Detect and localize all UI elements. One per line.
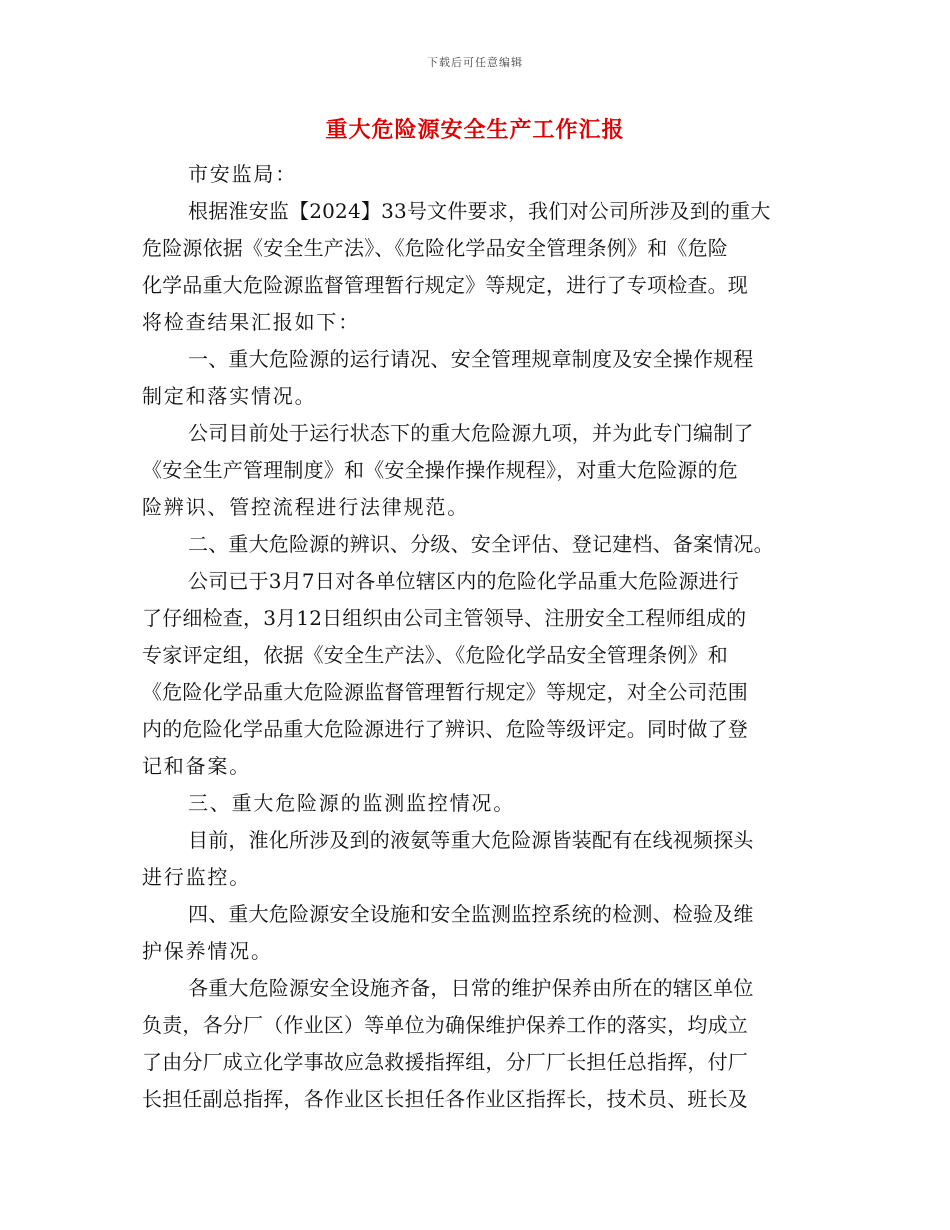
document-body — [142, 156, 812, 1118]
page-header-note: 下载后可任意编辑 — [427, 56, 523, 69]
body-line: 《安全生产管理制度》和《安全操作操作规程》，对重大危险源的危 — [142, 458, 738, 482]
body-line: 各重大危险源安全设施齐备，日常的维护保养由所在的辖区单位 — [188, 976, 754, 1000]
body-line: 根据淮安监【2024】33号文件要求，我们对公司所涉及到的重大 — [188, 199, 771, 223]
body-line: 制定和落实情况。 — [142, 384, 317, 408]
body-line: 市安监局： — [188, 162, 297, 186]
body-line: 险辨识、管控流程进行法律规范。 — [142, 495, 469, 519]
body-line: 内的危险化学品重大危险源进行了辨识、危险等级评定。同时做了登 — [142, 717, 748, 741]
body-line: 长担任副总指挥，各作业区长担任各作业区指挥长，技术员、班长及 — [142, 1087, 748, 1111]
body-line: 公司已于3月7日对各单位辖区内的危险化学品重大危险源进行 — [188, 569, 740, 593]
body-line: 了仔细检查，3月12日组织由公司主管领导、注册安全工程师组成的 — [142, 606, 747, 630]
body-line: 公司目前处于运行状态下的重大危险源九项，并为此专门编制了 — [188, 421, 754, 445]
body-line: 三、重大危险源的监测监控情况。 — [188, 791, 515, 815]
body-line: 一、重大危险源的运行请况、安全管理规章制度及安全操作规程 — [188, 347, 754, 371]
body-line: 进行监控。 — [142, 865, 251, 889]
body-line: 了由分厂成立化学事故应急救援指挥组，分厂厂长担任总指挥，付厂 — [142, 1050, 748, 1074]
body-line: 化学品重大危险源监督管理暂行规定》等规定，进行了专项检查。现 — [142, 273, 748, 297]
body-line: 专家评定组，依据《安全生产法》、《危险化学品安全管理条例》和 — [142, 643, 728, 667]
document-title: 重大危险源安全生产工作汇报 — [325, 118, 625, 143]
body-line: 《危险化学品重大危险源监督管理暂行规定》等规定，对全公司范围 — [142, 680, 748, 704]
body-line: 记和备案。 — [142, 754, 251, 778]
body-line: 护保养情况。 — [142, 939, 273, 963]
body-line: 将检查结果汇报如下： — [142, 310, 360, 334]
body-line: 二、重大危险源的辨识、分级、安全评估、登记建档、备案情况。 — [188, 532, 774, 556]
body-line: 负责，各分厂（作业区）等单位为确保维护保养工作的落实，均成立 — [142, 1013, 748, 1037]
body-line: 四、重大危险源安全设施和安全监测监控系统的检测、检验及维 — [188, 902, 754, 926]
body-line: 目前，淮化所涉及到的液氨等重大危险源皆装配有在线视频探头 — [188, 828, 754, 852]
body-line: 危险源依据《安全生产法》、《危险化学品安全管理条例》和《危险 — [142, 236, 728, 260]
